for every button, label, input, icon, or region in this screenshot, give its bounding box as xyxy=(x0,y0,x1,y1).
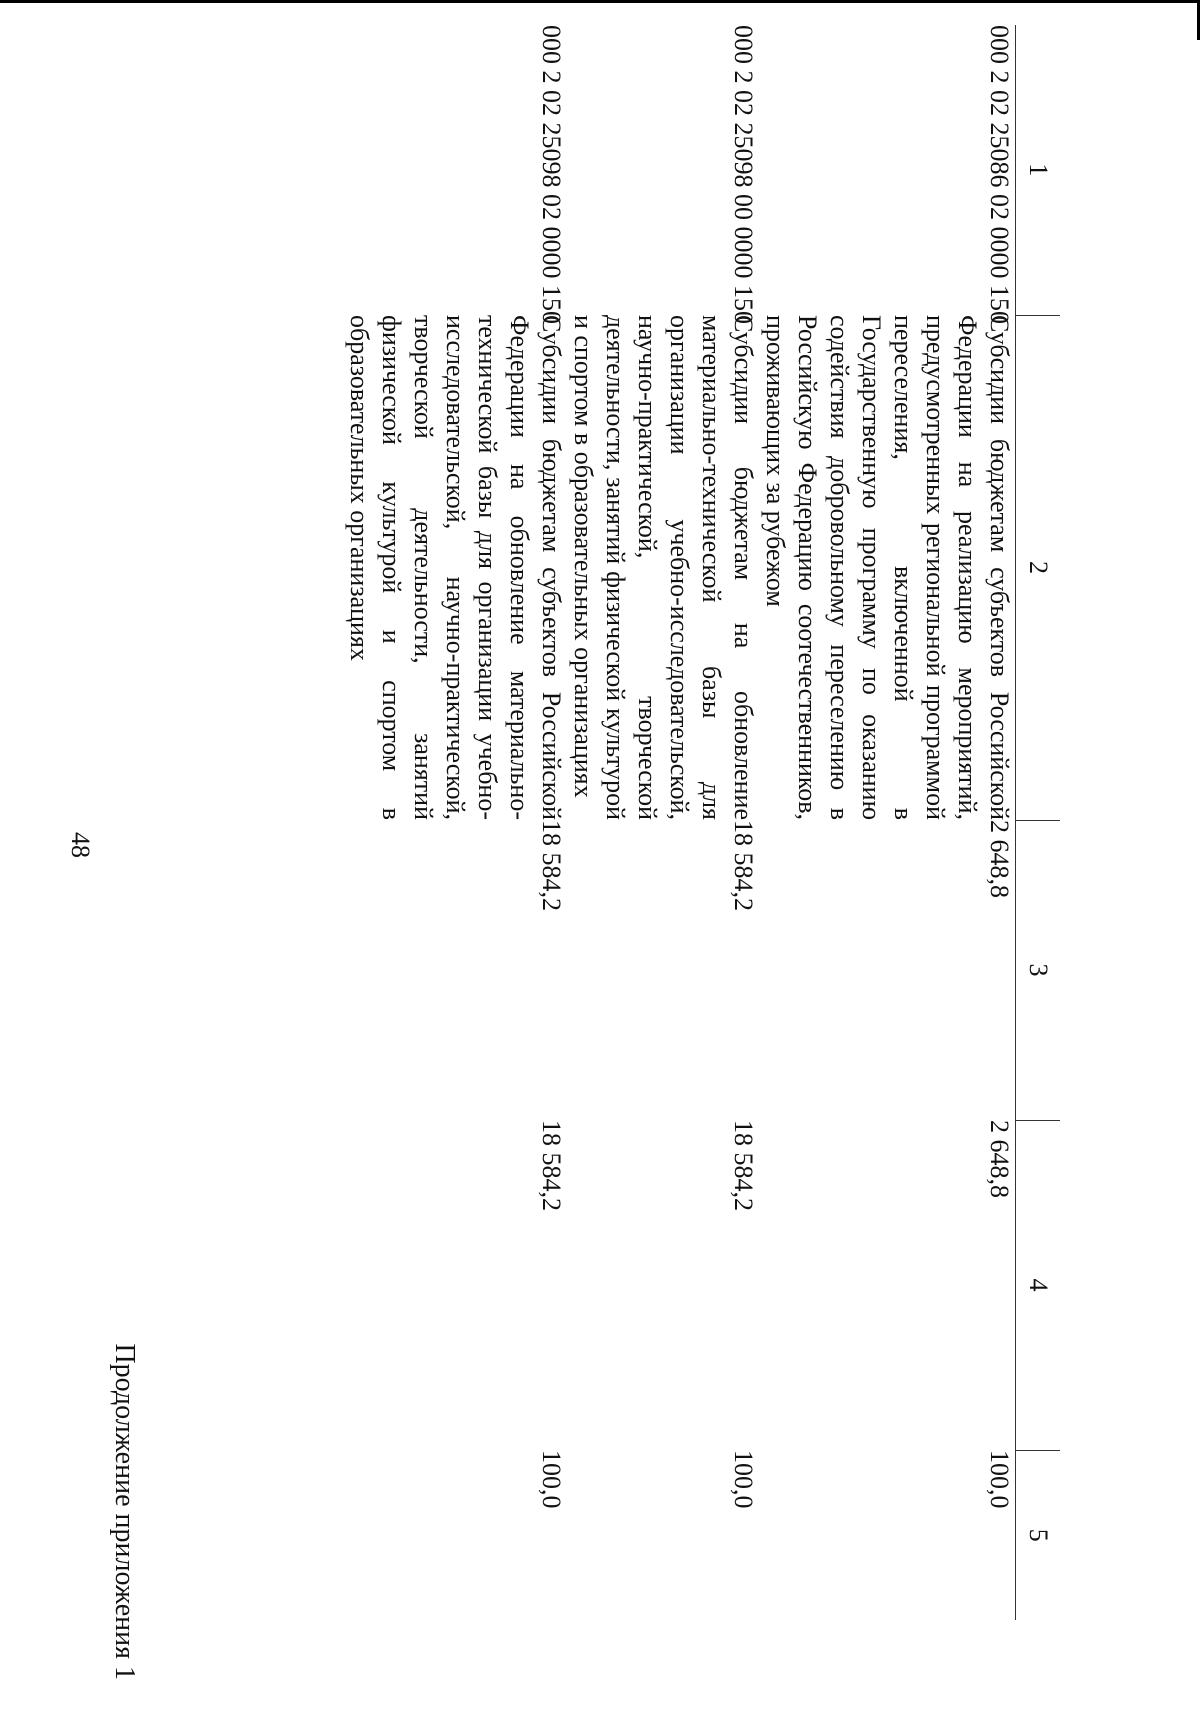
value-col4: 2 648,8 xyxy=(985,1120,1014,1198)
page-number: 48 xyxy=(66,832,95,858)
table-row xyxy=(343,25,567,1620)
table-row xyxy=(567,25,759,1620)
column-header-1: 1 xyxy=(1016,25,1061,315)
value-col4: 18 584,2 xyxy=(537,1120,566,1211)
value-col3: 18 584,2 xyxy=(537,820,566,911)
budget-code: 000 2 02 25098 02 0000 150 xyxy=(537,25,566,324)
budget-code: 000 2 02 25098 00 0000 150 xyxy=(729,25,758,324)
column-header-3: 3 xyxy=(1016,820,1061,1120)
row-description: Субсидии бюджетам субъектов Российской Федерации на обновление материально-технической базы для организации учебно-исследовательской, научно-практической, творческой деятельности, занятий физической культурой и спортом в образовательных организациях xyxy=(345,315,566,820)
value-col5: 100,0 xyxy=(537,1450,566,1509)
value-col3: 18 584,2 xyxy=(729,820,758,911)
row-description: Субсидии бюджетам на обновление материально-технической базы для организации учебно-исследовательской, научно-практической, творческой деятельности, занятий физической культурой и спортом в образовательных организациях xyxy=(569,315,758,820)
table-row xyxy=(759,25,1016,1620)
value-col4: 18 584,2 xyxy=(729,1120,758,1211)
budget-code: 000 2 02 25086 02 0000 150 xyxy=(985,25,1014,324)
value-col3: 2 648,8 xyxy=(985,820,1014,898)
column-header-2: 2 xyxy=(1016,315,1061,820)
table-header-row xyxy=(1016,25,1061,1620)
budget-table xyxy=(343,25,1060,1620)
value-col5: 100,0 xyxy=(729,1450,758,1509)
row-description: Субсидии бюджетам субъектов Российской Федерации на реализацию мероприятий, предусмотренных региональной программой переселения, включенной в Государственную программу по оказанию содействия добровольному переселению в Российскую Федерацию соотечественников, проживающих за рубежом xyxy=(761,315,1014,820)
column-header-5: 5 xyxy=(1016,1450,1061,1620)
continuation-note: Продолжение приложения 1 xyxy=(109,1343,140,1680)
column-header-4: 4 xyxy=(1016,1120,1061,1450)
value-col5: 100,0 xyxy=(985,1450,1014,1509)
